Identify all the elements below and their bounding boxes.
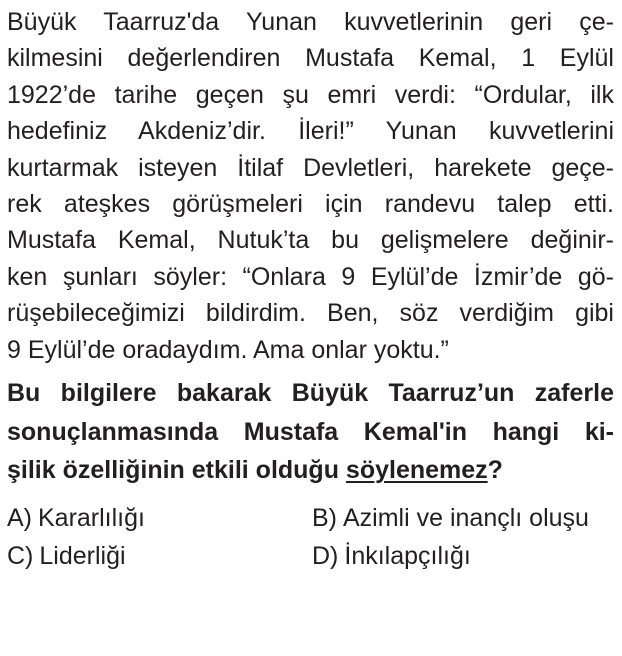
question-mark: ?	[487, 456, 503, 485]
passage-text	[7, 4, 614, 368]
option-d[interactable]	[312, 541, 612, 571]
passage-line: 1922’de tarihe geçen şu emri verdi: “Ordular, ilk	[7, 80, 614, 109]
question-line	[7, 451, 614, 490]
option-letter: B)	[312, 503, 337, 532]
option-text: Kararlılığı	[38, 503, 145, 532]
option-text: Azimli ve inançlı oluşu	[343, 503, 589, 532]
passage-line: hedefiniz Akdeniz’dir. İleri!” Yunan kuvvetlerini	[7, 117, 614, 146]
question-stem	[7, 374, 614, 490]
passage-line: Büyük Taarruz'da Yunan kuvvetlerinin geri çe-	[7, 8, 614, 36]
option-letter: D)	[312, 541, 339, 570]
question-line-prefix: şilik özelliğinin etkili olduğu	[7, 456, 346, 485]
passage-line: ken şunları söyler: “Onlara 9 Eylül’de İzmir’de gö-	[7, 262, 614, 291]
passage-line: kurtarmak isteyen İtilaf Devletleri, harekete geçe-	[7, 153, 614, 182]
answer-options	[7, 503, 614, 571]
question-negation-underlined: söylenemez	[345, 456, 488, 485]
option-b[interactable]	[312, 503, 612, 533]
question-line: Bu bilgilere bakarak Büyük Taarruz’un zaferle	[7, 378, 614, 407]
passage-line: kilmesini değerlendiren Mustafa Kemal, 1 Eylül	[7, 44, 614, 73]
passage-line: rek ateşkes görüşmeleri için randevu talep etti.	[7, 189, 614, 218]
question-line: sonuçlanmasında Mustafa Kemal'in hangi ki-	[7, 417, 614, 446]
option-letter: C)	[7, 541, 34, 570]
passage-line: rüşebileceğimizi bildirdim. Ben, söz verdiğim gibi	[7, 299, 614, 328]
option-a[interactable]	[7, 503, 312, 533]
option-c[interactable]	[7, 541, 312, 571]
option-text: İnkılapçılığı	[344, 541, 471, 570]
option-text: Liderliği	[39, 541, 126, 570]
option-letter: A)	[7, 503, 32, 532]
passage-line: 9 Eylül’de oradaydım. Ama onlar yoktu.”	[7, 335, 449, 364]
passage-line: Mustafa Kemal, Nutuk’ta bu gelişmelere değinir-	[7, 226, 614, 255]
